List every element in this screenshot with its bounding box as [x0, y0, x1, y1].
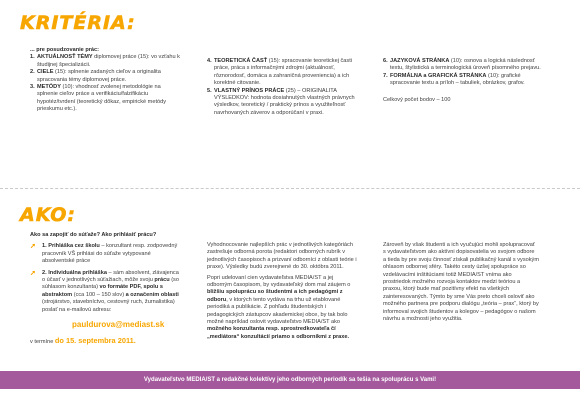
option-individual-text	[42, 270, 182, 314]
how-column-1	[30, 232, 182, 347]
criterion-description: (10): vhodnosť zvolenej metodológie na splnenie cieľov práce a verifikáciu/falzifikáciu hypotéz/tvrdení (teoretický dôkaz, empirické metódy prieskumu etc.).	[37, 84, 167, 113]
text-fragment: 2. Individuálna prihláška	[42, 269, 107, 276]
criterion-item	[30, 84, 182, 114]
section-divider	[0, 188, 580, 189]
criterion-title: JAZYKOVÁ STRÁNKA	[390, 58, 450, 64]
text-fragment: a označením oblasti	[125, 291, 179, 298]
deadline-date: do 15. septembra 2011.	[54, 336, 136, 346]
footer-banner	[0, 371, 580, 389]
criterion-description: diplomovej práce (15): vo vzťahu k študijnej špecializácii.	[37, 54, 180, 68]
criterion-item	[207, 58, 360, 88]
criterion-number: 5.	[207, 87, 212, 94]
total-points: Celkový počet bodov – 100	[383, 96, 451, 103]
text-fragment: , v ktorých tento vydáva na trhu už etablované periodiká a publikácie. Z pohľadu študentských i pedagogických zástupcov akademickej obce, by tak bolo možné napríklad oslovit vydavateľstvo MEDIA/ST ako	[207, 296, 348, 326]
evaluation-text	[207, 242, 359, 341]
criterion-number: 1.	[30, 54, 35, 61]
text-fragment: bližšiu spoluprácu so študentmi a ich pedagógmi z odboru	[207, 289, 343, 303]
how-question: Ako sa zapojiť do súťaže? Ako prihlásiť prácu?	[30, 232, 157, 238]
deadline-prefix: v termíne	[30, 339, 55, 346]
text-fragment: (so súhlasom konzultanta)	[42, 277, 179, 291]
criteria-list-1	[30, 54, 182, 113]
option-school-text: – konzultant resp. zodpovedný pracovník VŠ prihlási do súťaže vytypované absolventské práce	[42, 243, 178, 265]
criterion-number: 7.	[383, 72, 388, 79]
criterion-title: VLASTNÝ PRÍNOS PRÁCE	[214, 87, 285, 94]
arrow-icon: ➚	[30, 269, 36, 277]
criteria-column-1	[30, 47, 182, 114]
criterion-item	[383, 73, 543, 88]
criterion-title: TEORETICKÁ ČASŤ	[214, 58, 268, 64]
criterion-item	[30, 54, 182, 69]
deadline	[30, 337, 182, 346]
how-column-3	[383, 242, 539, 323]
ako-heading: AKO:	[20, 204, 76, 226]
criterion-number: 4.	[207, 58, 212, 64]
text-fragment: – sám absolvent, zlávajenca o účasť v jednotlivých súťažiach, môže svoju	[42, 269, 179, 284]
criterion-description: (15): splnenie zadaných cieľov a originalita spracovania témy diplomovej práce.	[37, 69, 161, 83]
criteria-intro: ... pre posudzovanie prác:	[30, 47, 100, 53]
criteria-list-3	[383, 58, 543, 88]
option-school-label: 1. Prihláška cez školu	[42, 243, 100, 250]
criteria-column-3	[383, 58, 543, 104]
text-fragment: Popri udelovaní cien vydavateľstva MEDIA/ST a jej odborným časopisom, by vydavateľský dom mal záujem o	[207, 274, 351, 289]
text-fragment: Vyhodnocovanie najlepších prác v jednotlivých kategóriách zastrešuje odborná porota (redaktori odborných rubrík v jednotlivých časopisoch a prizvaní odborníci z oblasti teórie i praxe). Výsledky budú zverejnené do 30. októbra 2011.	[207, 242, 357, 271]
criteria-list-2	[207, 58, 360, 117]
criterion-item	[383, 58, 543, 73]
criterion-description: (25) – ORIGINALITA VÝSLEDKOV: hodnota dosiahnutých vlastných právnych výsledkov, teoretický / praktický prínos a využiteľnosť navrhovaných záverov a odporúčaní v praxi.	[214, 87, 355, 116]
criterion-description: (15): spracovanie teoretickej časti práce, práca s informačnými zdrojmi (aktuálnosť, rôznorodosť, domáca a zahraničná proveniencia) a ich korektné citovanie.	[214, 58, 353, 87]
option-individual	[30, 270, 182, 314]
criterion-item	[30, 69, 182, 84]
text-fragment: vo formáte PDF, spolu s abstraktom	[42, 284, 163, 298]
text-fragment: prácu	[154, 277, 170, 284]
criterion-number: 2.	[30, 69, 35, 76]
criterion-item	[207, 88, 360, 118]
how-column-2	[207, 242, 359, 341]
kriteria-heading: KRITÉRIA:	[20, 12, 136, 34]
criterion-title: FORMÁLNA a GRAFICKÁ STRÁNKA	[390, 72, 487, 79]
arrow-icon: ➚	[30, 243, 36, 251]
footer-text: Vydavateľstvo MEDIA/ST a redakčné kolektívy jeho odborných periodík sa tešia na spoluprácu s Vami!	[143, 377, 437, 383]
criteria-column-2	[207, 58, 360, 117]
criterion-description: (10): grafické spracovanie textu a príloh – tabuliek, obrázkov, grafov.	[390, 72, 525, 87]
cooperation-text: Zároveň by však študenti a ich vyučujúci mohli spolupracovať s vydavateľstvom ako aktívni dopisovatelia vo svojom odbore a tieda by pre svoju činnosť získali publikačný kanál s vysokým ohlasom odbornej sféry. Takéto cesty úzšej spolupráce so vzdelávacími inštitúciami totiž MEDIA/ST vníma ako prostriedok možného rozvoja kontaktov medzi teóriou a praxou, ktorý bude mať pozitívny efekt na všetkých zainteresovaných. Týmto by sme Vás preto chceli osloviť ako možného partnera pre podporu dialógu „teória – prax“, ktorý by informoval svojich študentov a kolegov – pedagógov o našom návrhu a možnosti jeho využitia.	[383, 242, 539, 323]
criterion-number: 6.	[383, 58, 388, 64]
criterion-title: CIELE	[37, 69, 54, 76]
text-fragment: (strojárstvo, stavebníctvo, cestovný ruch, žurnalistika) poslať na e-mailovú adresu:	[42, 299, 175, 313]
text-fragment: možného konzultanta resp. sprostredkovateľa čí „mediátora“ konzultácií priamo s odborníkmi z praxe.	[207, 326, 350, 340]
contact-email[interactable]: pauldurova@mediast.sk	[72, 320, 165, 330]
criterion-number: 3.	[30, 84, 35, 91]
criterion-title: METÓDY	[37, 84, 61, 91]
option-school	[30, 243, 182, 265]
criterion-description: (10): osnova a logická následnosť textu, štylistická a terminologická úroveň písomného prejavu.	[390, 58, 541, 72]
criterion-title: AKTUÁLNOSŤ TÉMY	[37, 54, 93, 61]
text-fragment: (cca 100 – 150 slov)	[72, 291, 126, 298]
